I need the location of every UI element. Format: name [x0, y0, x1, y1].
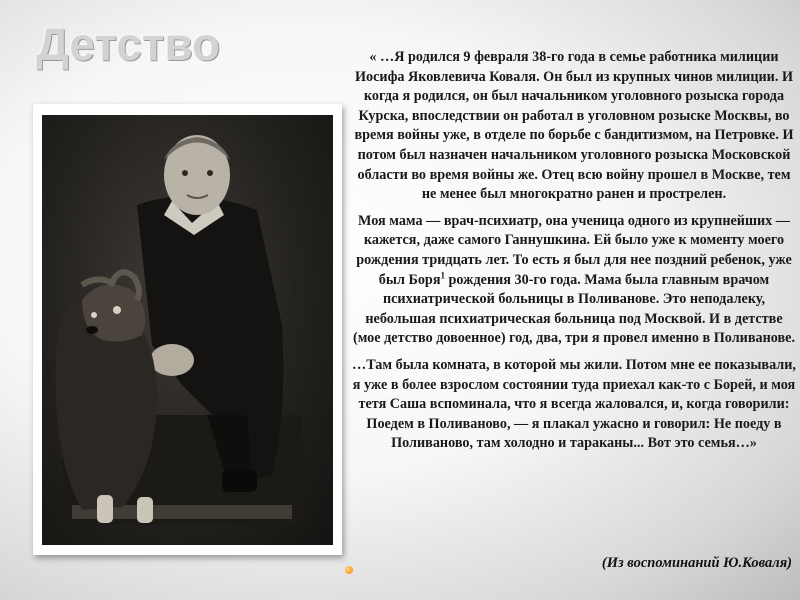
- source-caption: (Из воспоминаний Ю.Коваля): [601, 555, 792, 571]
- paragraph-mother: [352, 212, 796, 349]
- paragraph-polivanovo: …Там была комната, в которой мы жили. Потом мне ее показывали, я уже в более взрослом состоянии туда приехал как-то с Борей, и моя тетя Саша вспоминала, что я всегда жаловался, и, когда говорили: Поедем в Поливаново, — я плакал ужасно и говорил: Не поеду в Поливаново, там холодно и тараканы... Вот это семья…»: [352, 356, 796, 452]
- paragraph-father: « …Я родился 9 февраля 38-го года в семье работника милиции Иосифа Яковлевича Коваля. Он был из крупных чинов милиции. И когда я родился, он был начальником уголовного розыска города Курска, впоследствии он работал в уголовном розыске Москвы, во время войны уже, в отделе по борьбе с бандитизмом, на Петровке. И потом был назначен начальником уголовного розыска Московской области во время войны же. Отец всю войну прошел в Москве, тем не менее был многократно ранен и прострелен.: [354, 49, 794, 203]
- slide-title: Детство: [36, 18, 221, 70]
- footnote-marker: 1: [440, 269, 445, 280]
- memoir-text: [352, 48, 796, 454]
- boy-with-dog-photo: [42, 115, 333, 545]
- paragraph-mother-text: Моя мама — врач-психиатр, она ученица одного из крупнейших — кажется, даже самого Ганнушкина. Ей было уже к моменту моего рождения тридцать лет. То есть я был для нее поздний ребенок, уже был Боря: [356, 212, 792, 288]
- paragraph-mother-continuation: рождения 30-го года. Мама была главным врачом психиатрической больницы в Поливанове. Это неподалеку, небольшая психиатрическая больница под Москвой. И в детстве (мое детство довоенное) год, два, три я провел именно в Поливанове.: [352, 271, 795, 347]
- orange-bullet-icon: [345, 566, 353, 574]
- photo-illustration: [42, 115, 333, 545]
- photo-frame: [33, 104, 342, 555]
